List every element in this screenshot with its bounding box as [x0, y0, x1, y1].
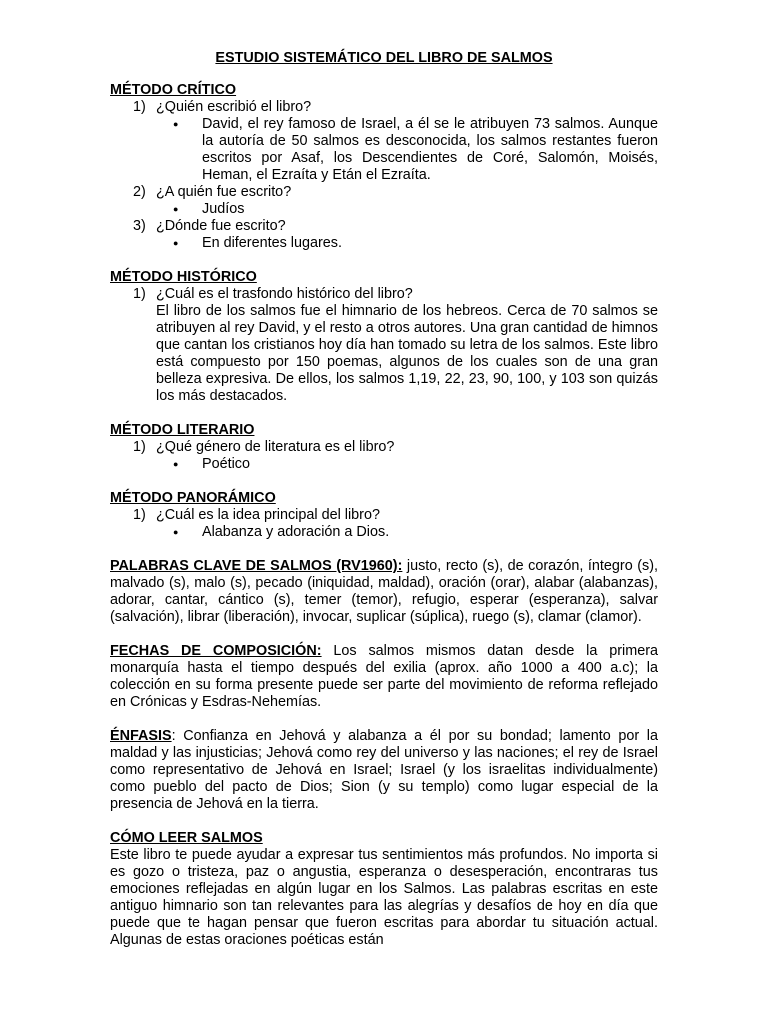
section-enfasis — [110, 728, 658, 813]
question-item — [110, 507, 658, 524]
answer-paragraph: El libro de los salmos fue el himnario de los hebreos. Cerca de 70 salmos se atribuyen al rey David, y el resto a otros autores. Una gran cantidad de himnos que cantan los cristianos hoy día han tomado su letra de los salmos. Este libro está compuesto por 150 poemas, algunos de los cuales son de una gran belleza expresiva. De ellos, los salmos 1,19, 22, 23, 90, 100, y 103 son quizás los más destacados. — [156, 303, 658, 404]
section-metodo-historico — [110, 269, 658, 405]
question-text: ¿Cuál es el trasfondo histórico del libro? — [156, 286, 413, 302]
section-como-leer — [110, 830, 658, 949]
bullet-text: Judíos — [202, 201, 245, 217]
question-text: ¿Cuál es la idea principal del libro? — [156, 507, 380, 523]
bullet-icon: ● — [173, 459, 179, 469]
bullet-text: David, el rey famoso de Israel, a él se le atribuyen 73 salmos. Aunque la autoría de 50 salmos es desconocida, los salmos restantes fueron escritos por Asaf, los Descendientes de Coré, Salomón, Moisés, Heman, el Ezraíta y Etán el Ezraíta. — [202, 116, 658, 183]
bullet-icon: ● — [173, 204, 179, 214]
section-heading: MÉTODO PANORÁMICO — [110, 490, 276, 506]
question-number: 1) — [133, 99, 146, 115]
section-metodo-critico — [110, 82, 658, 252]
question-text: ¿A quién fue escrito? — [156, 184, 292, 200]
dates-heading: FECHAS DE COMPOSICIÓN: — [110, 643, 322, 659]
bullet-item — [110, 116, 658, 184]
question-number: 2) — [133, 184, 146, 200]
keywords-heading: PALABRAS CLAVE DE SALMOS (RV1960): — [110, 558, 403, 574]
section-metodo-literario — [110, 422, 658, 473]
question-text: ¿Qué género de literatura es el libro? — [156, 439, 395, 455]
bullet-text: Alabanza y adoración a Dios. — [202, 524, 390, 540]
section-heading: MÉTODO HISTÓRICO — [110, 269, 257, 285]
question-number: 3) — [133, 218, 146, 234]
question-item — [110, 218, 658, 235]
bullet-icon: ● — [173, 119, 179, 129]
section-heading: CÓMO LEER SALMOS — [110, 830, 263, 846]
document-page — [110, 50, 658, 966]
question-item — [110, 99, 658, 116]
bullet-item — [110, 235, 658, 252]
question-number: 1) — [133, 507, 146, 523]
keywords-paragraph — [110, 558, 658, 626]
question-text: ¿Quién escribió el libro? — [156, 99, 312, 115]
emphasis-heading: ÉNFASIS — [110, 728, 172, 744]
question-number: 1) — [133, 439, 146, 455]
bullet-item — [110, 456, 658, 473]
section-metodo-panoramico — [110, 490, 658, 541]
question-text: ¿Dónde fue escrito? — [156, 218, 286, 234]
bullet-item — [110, 524, 658, 541]
section-palabras-clave — [110, 558, 658, 626]
bullet-text: Poético — [202, 456, 250, 472]
question-item — [110, 439, 658, 456]
section-heading: MÉTODO CRÍTICO — [110, 82, 237, 98]
bullet-icon: ● — [173, 527, 179, 537]
emphasis-body: : Confianza en Jehová y alabanza a él por su bondad; lamento por la maldad y las injusticias; Jehová como rey del universo y las naciones; el rey de Israel como representativo de Jehová en Israel; Israel (y los israelitas individualmente) como pueblo del pacto de Dios; Sion (y su templo) como lugar especial de la presencia de Jehová en la tierra. — [110, 728, 658, 812]
section-fechas — [110, 643, 658, 711]
question-item — [110, 286, 658, 303]
bullet-item — [110, 201, 658, 218]
section-heading: MÉTODO LITERARIO — [110, 422, 255, 438]
dates-body: Los salmos mismos datan desde la primera monarquía hasta el tiempo después del exilia (aprox. año 1000 a 400 a.c); la colección en su forma presente puede ser parte del movimiento de reforma reflejado en Crónicas y Esdras-Nehemías. — [110, 643, 658, 710]
bullet-icon: ● — [173, 238, 179, 248]
question-item — [110, 184, 658, 201]
dates-paragraph — [110, 643, 658, 711]
bullet-text: En diferentes lugares. — [202, 235, 342, 251]
keywords-body: justo, recto (s), de corazón, íntegro (s), malvado (s), malo (s), pecado (iniquidad, maldad), oración (orar), alabar (alabanzas), adorar, cantar, cántico (s), temer (temor), refugio, esperar (esperanza), salvar (salvación), librar (liberación), invocar, suplicar (súplica), ruego (s), clamar (clamor). — [110, 558, 659, 625]
how-to-read-paragraph: Este libro te puede ayudar a expresar tus sentimientos más profundos. No importa si es gozo o tristeza, paz o angustia, esperanza o desesperación, encontraras tus emociones reflejadas en algún lugar en los Salmos. Las palabras escritas en este antiguo himnario son tan relevantes para las alegrías y desafíos de hoy en día que puede que te hagan pensar que fueron escritas para abordar tu situación actual. Algunas de estas oraciones poéticas están — [110, 847, 658, 948]
question-number: 1) — [133, 286, 146, 302]
document-title: ESTUDIO SISTEMÁTICO DEL LIBRO DE SALMOS — [215, 50, 553, 66]
emphasis-paragraph — [110, 728, 658, 813]
